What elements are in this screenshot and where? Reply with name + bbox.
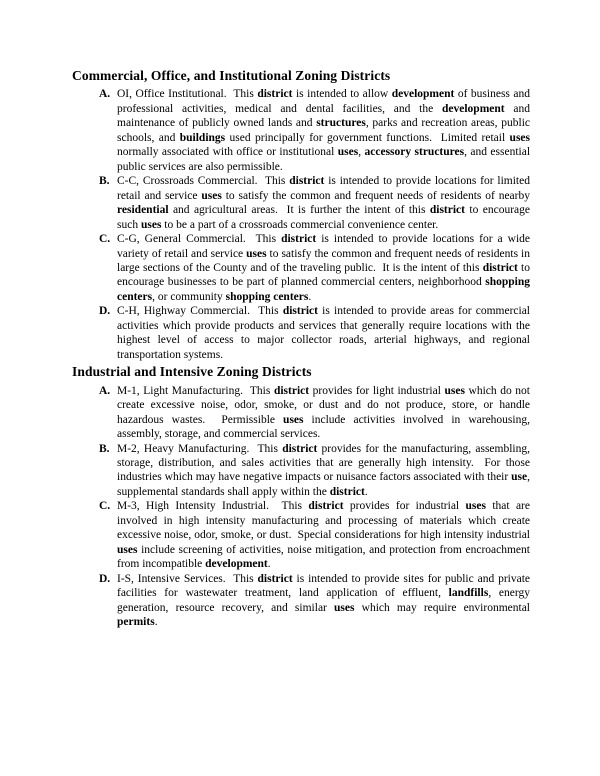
- list-item-letter: A.: [99, 88, 111, 101]
- list-item: [72, 384, 530, 442]
- list-item-text: M-1, Light Manufacturing. This district provides for light industrial uses which do not create excessive noise, odor, smoke, or dust and do not produce, store, or handle hazardous wastes. Permissible uses include activities involved in warehousing, assembly, storage, and commercial services.: [117, 384, 530, 441]
- list-item: [72, 572, 530, 630]
- list-item: [72, 87, 530, 174]
- list-item: [72, 304, 530, 362]
- list-item-letter: B.: [99, 175, 110, 188]
- section-heading: Industrial and Intensive Zoning Districts: [72, 364, 312, 380]
- list-item-letter: A.: [99, 384, 111, 397]
- list-item-letter: C.: [99, 233, 111, 246]
- list-item-text: I-S, Intensive Services. This district is intended to provide sites for public and private facilities for wastewater treatment, land application of effluent, landfills, energy generation, resource recovery, and similar uses which may require environmental permits.: [117, 572, 531, 629]
- list-item-text: C-G, General Commercial. This district is intended to provide locations for a wide variety of retail and service uses to satisfy the common and frequent needs of residents in large sections of the County and of the traveling public. It is the intent of this district to encourage businesses to be part of planned commercial centers, neighborhood shopping centers, or community shopping centers.: [117, 233, 531, 303]
- list-item-letter: D.: [99, 305, 111, 318]
- list-item-text: OI, Office Institutional. This district is intended to allow development of business and professional activities, medical and dental facilities, and the development and maintenance of publicly owned lands and structures, parks and recreation areas, public schools, and buildings used principally for government functions. Limited retail uses normally associated with office or institutional uses, accessory structures, and essential public services are also permissible.: [117, 88, 531, 173]
- list-item-letter: B.: [99, 442, 110, 455]
- list-item-text: M-2, Heavy Manufacturing. This district provides for the manufacturing, assembling, storage, distribution, and sales activities that are generally high intensity. For those industries which may have negative impacts or nuisance factors associated with their use, supplemental standards shall apply within the district.: [117, 442, 530, 498]
- list-item-text: M-3, High Intensity Industrial. This district provides for industrial uses that are involved in high intensity manufacturing and processing of materials which create excessive noise, odor, smoke, or dust. Special considerations for high intensity industrial uses include screening of activities, noise mitigation, and protection from encroachment from incompatible development.: [117, 500, 530, 571]
- document-body: [72, 68, 530, 630]
- list-item-text: C-C, Crossroads Commercial. This district is intended to provide locations for limited retail and service uses to satisfy the common and frequent needs of residents of nearby residential and agricultural areas. It is further the intent of this district to encourage such uses to be a part of a crossroads commercial convenience center.: [117, 175, 530, 231]
- list-item-letter: D.: [99, 572, 111, 585]
- list-item: [72, 174, 530, 232]
- list-item-text: C-H, Highway Commercial. This district is intended to provide areas for commercial activities which provide products and services that generally require locations with the highest level of access to major collector roads, arterial highways, and regional transportation systems.: [117, 305, 531, 361]
- section-heading: Commercial, Office, and Institutional Zoning Districts: [72, 68, 391, 83]
- list-item: [72, 499, 530, 571]
- list-item: [72, 232, 530, 304]
- list-item-letter: C.: [99, 500, 111, 513]
- list-item: [72, 442, 530, 500]
